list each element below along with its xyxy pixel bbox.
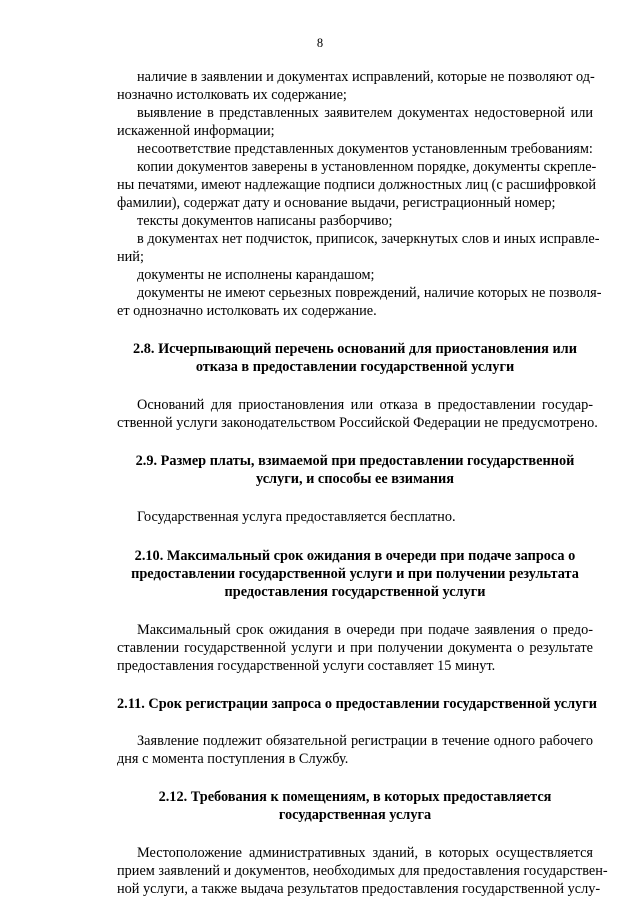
section-heading-line: отказа в предоставлении государственной услуги: [195, 359, 515, 375]
paragraph-line: тексты документов написаны разборчиво;: [137, 213, 393, 229]
paragraph-line: нозначно истолковать их содержание;: [117, 87, 347, 103]
section-heading-line: 2.11. Срок регистрации запроса о предоставлении государственной услуги: [117, 696, 598, 712]
section-heading-line: услуги, и способы ее взимания: [256, 471, 454, 487]
section-heading-line: 2.12. Требования к помещениям, в которых предоставляется: [158, 789, 552, 805]
paragraph-line: Государственная услуга предоставляется бесплатно.: [137, 509, 456, 525]
paragraph-line: ственной услуги законодательством Российской Федерации не предусмотрено.: [117, 415, 598, 431]
paragraph-line: Заявление подлежит обязательной регистрации в течение одного рабочего: [137, 733, 593, 749]
section-heading-line: 2.8. Исчерпывающий перечень оснований для приостановления или: [133, 341, 577, 357]
paragraph-line: прием заявлений и документов, необходимых для предоставления государствен-: [117, 863, 608, 879]
paragraph-line: Максимальный срок ожидания в очереди при подаче заявления о предо-: [137, 622, 593, 638]
paragraph-line: Оснований для приостановления или отказа в предоставлении государ-: [137, 397, 593, 413]
paragraph-line: ны печатями, имеют надлежащие подписи должностных лиц (с расшифровкой: [117, 177, 597, 193]
section-heading-line: 2.10. Максимальный срок ожидания в очереди при подаче запроса о: [134, 548, 576, 564]
paragraph-line: искаженной информации;: [117, 123, 275, 139]
paragraph-line: ний;: [117, 249, 144, 265]
paragraph-line: несоответствие представленных документов установленным требованиям:: [137, 141, 593, 157]
section-heading-line: предоставления государственной услуги: [224, 584, 486, 600]
paragraph-line: предоставления государственной услуги составляет 15 минут.: [117, 658, 496, 674]
paragraph-line: ставлении государственной услуги и при получении документа о результате: [117, 640, 593, 656]
paragraph-line: наличие в заявлении и документах исправлений, которые не позволяют од-: [137, 69, 595, 85]
page-number: 8: [316, 36, 324, 50]
section-heading-line: 2.9. Размер платы, взимаемой при предоставлении государственной: [135, 453, 575, 469]
paragraph-line: ной услуги, а также выдача результатов предоставления государственной услу-: [117, 881, 601, 897]
paragraph-line: выявление в представленных заявителем документах недостоверной или: [137, 105, 593, 121]
paragraph-line: документы не исполнены карандашом;: [137, 267, 375, 283]
paragraph-line: фамилии), содержат дату и основание выдачи, регистрационный номер;: [117, 195, 556, 211]
paragraph-line: в документах нет подчисток, приписок, зачеркнутых слов и иных исправле-: [137, 231, 600, 247]
paragraph-line: Местоположение административных зданий, в которых осуществляется: [137, 845, 593, 861]
paragraph-line: документы не имеют серьезных повреждений, наличие которых не позволя-: [137, 285, 602, 301]
section-heading-line: предоставлении государственной услуги и при получении результата: [131, 566, 579, 582]
paragraph-line: копии документов заверены в установленном порядке, документы скрепле-: [137, 159, 597, 175]
section-heading-line: государственная услуга: [278, 807, 432, 823]
paragraph-line: ет однозначно истолковать их содержание.: [117, 303, 377, 319]
paragraph-line: дня с момента поступления в Службу.: [117, 751, 349, 767]
